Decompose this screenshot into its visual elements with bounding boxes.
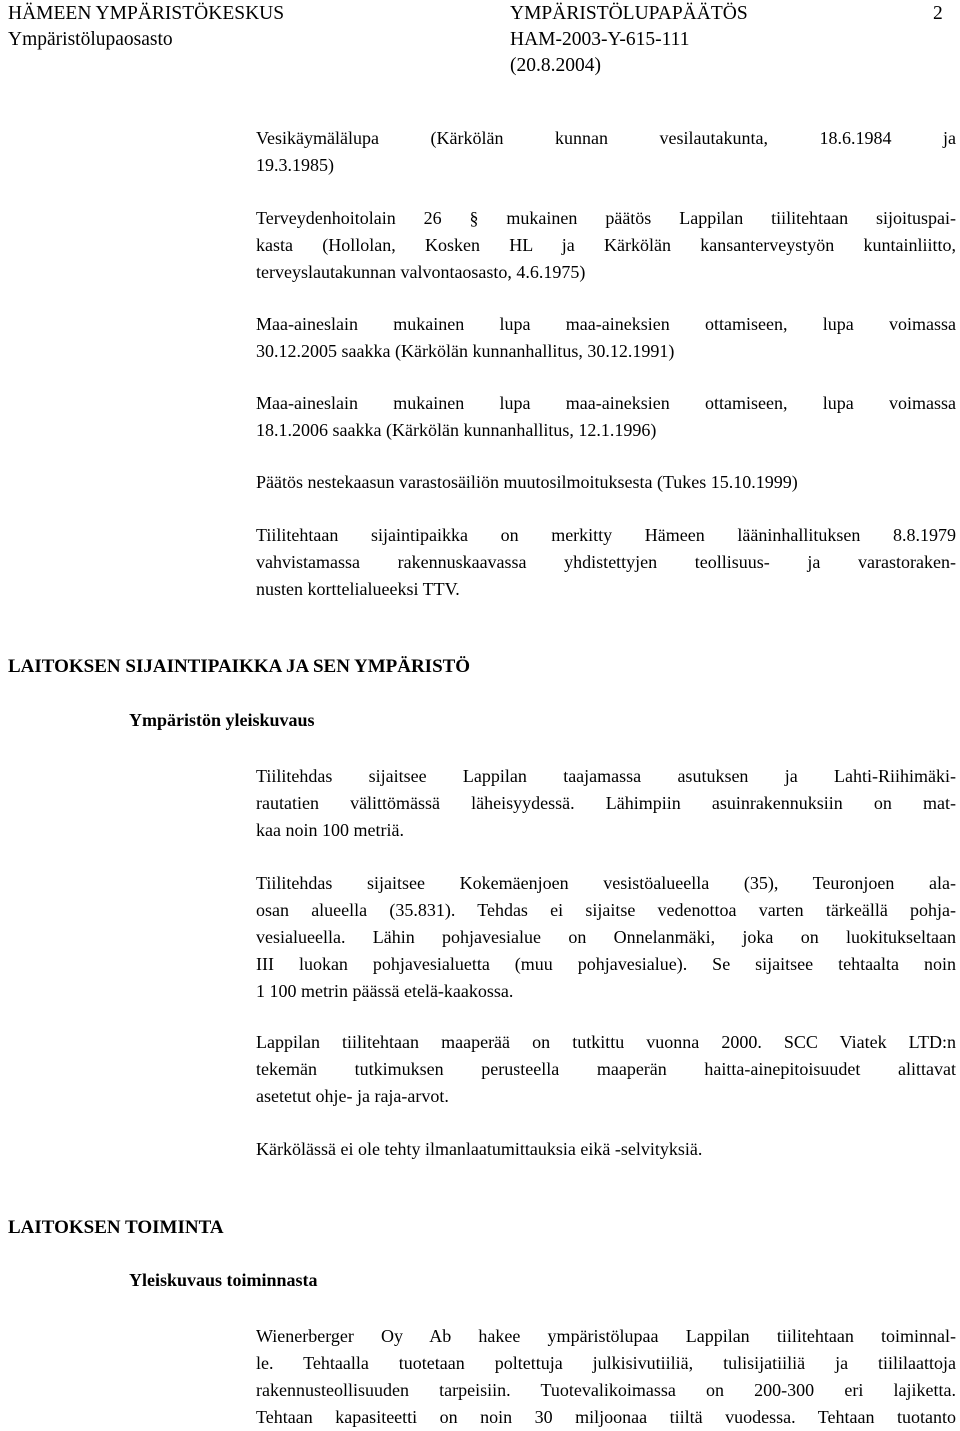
- text-line: Terveydenhoitolain 26 § mukainen päätös Lappilan tiilitehtaan sijoituspai-: [256, 208, 956, 228]
- paragraph: [256, 1029, 956, 1110]
- text-line: vahvistamassa rakennuskaavassa yhdistettyjen teollisuus- ja varastoraken-: [256, 552, 956, 572]
- subsection-heading: Yleiskuvaus toiminnasta: [129, 1270, 318, 1290]
- text-line: osan alueella (35.831). Tehdas ei sijaitse vedenottoa varten tärkeällä pohja-: [256, 900, 956, 920]
- text-line: Tehtaan kapasiteetti on noin 30 miljoonaa tiiltä vuodessa. Tehtaan tuotanto: [256, 1407, 956, 1427]
- header-unit: Ympäristölupaosasto: [8, 29, 173, 50]
- section-heading: LAITOKSEN SIJAINTIPAIKKA JA SEN YMPÄRISTÖ: [8, 656, 471, 677]
- text-line: Tiilitehdas sijaitsee Lappilan taajamassa asutuksen ja Lahti-Riihimäki-: [256, 766, 956, 786]
- header-date: (20.8.2004): [510, 55, 601, 76]
- text-line: tekemän tutkimuksen perusteella maaperän haitta-ainepitoisuudet alittavat: [256, 1059, 956, 1079]
- paragraph: [256, 1136, 956, 1163]
- text-line: Tiilitehdas sijaitsee Kokemäenjoen vesistöalueella (35), Teuronjoen ala-: [256, 873, 956, 893]
- text-line: le. Tehtaalla tuotetaan poltettuja julkisivutiiliä, tulisijatiiliä ja tiililaattoja: [256, 1353, 956, 1373]
- permit-item: [256, 125, 956, 179]
- text-line: 18.1.2006 saakka (Kärkölän kunnanhallitus, 12.1.1996): [256, 420, 657, 440]
- subsection-heading: Ympäristön yleiskuvaus: [129, 710, 315, 730]
- text-line: Wienerberger Oy Ab hakee ympäristölupaa Lappilan tiilitehtaan toiminnal-: [256, 1326, 956, 1346]
- text-line: Vesikäymälälupa (Kärkölän kunnan vesilautakunta, 18.6.1984 ja: [256, 128, 956, 148]
- text-line: Kärkölässä ei ole tehty ilmanlaatumittauksia eikä -selvityksiä.: [256, 1139, 703, 1159]
- text-line: Tiilitehtaan sijaintipaikka on merkitty Hämeen lääninhallituksen 8.8.1979: [256, 525, 956, 545]
- text-line: Maa-aineslain mukainen lupa maa-aineksien ottamiseen, lupa voimassa: [256, 314, 956, 334]
- text-line: III luokan pohjavesialuetta (muu pohjavesialue). Se sijaitsee tehtaalta noin: [256, 954, 956, 974]
- text-line: terveyslautakunnan valvontaosasto, 4.6.1975): [256, 262, 586, 282]
- paragraph: [256, 870, 956, 1005]
- header-page-number: 2: [933, 3, 943, 24]
- text-line: rakennusteollisuuden tarpeisiin. Tuotevalikoimassa on 200-300 eri lajiketta.: [256, 1380, 956, 1400]
- paragraph: [256, 1323, 956, 1431]
- text-line: Lappilan tiilitehtaan maaperää on tutkittu vuonna 2000. SCC Viatek LTD:n: [256, 1032, 956, 1052]
- text-line: rautatien välittömässä läheisyydessä. Lähimpiin asuinrakennuksiin on mat-: [256, 793, 956, 813]
- text-line: 1 100 metrin päässä etelä-kaakossa.: [256, 981, 514, 1001]
- permit-item: [256, 522, 956, 603]
- header-doc-type: YMPÄRISTÖLUPAPÄÄTÖS: [510, 3, 748, 24]
- text-line: 19.3.1985): [256, 155, 334, 175]
- permit-item: [256, 390, 956, 444]
- text-line: Maa-aineslain mukainen lupa maa-aineksien ottamiseen, lupa voimassa: [256, 393, 956, 413]
- section-heading: LAITOKSEN TOIMINTA: [8, 1217, 224, 1238]
- text-line: kasta (Hollolan, Kosken HL ja Kärkölän kansanterveystyön kuntainliitto,: [256, 235, 956, 255]
- text-line: vesialueella. Lähin pohjavesialue on Onnelanmäki, joka on luokitukseltaan: [256, 927, 956, 947]
- text-line: asetetut ohje- ja raja-arvot.: [256, 1086, 449, 1106]
- permit-item: [256, 205, 956, 286]
- text-line: 30.12.2005 saakka (Kärkölän kunnanhallitus, 30.12.1991): [256, 341, 675, 361]
- paragraph: [256, 763, 956, 844]
- text-line: kaa noin 100 metriä.: [256, 820, 404, 840]
- text-line: nusten korttelialueeksi TTV.: [256, 579, 460, 599]
- permit-item: [256, 311, 956, 365]
- permit-item: [256, 469, 956, 496]
- header-org: HÄMEEN YMPÄRISTÖKESKUS: [8, 3, 285, 24]
- text-line: Päätös nestekaasun varastosäiliön muutosilmoituksesta (Tukes 15.10.1999): [256, 472, 798, 492]
- header-doc-id: HAM-2003-Y-615-111: [510, 29, 690, 50]
